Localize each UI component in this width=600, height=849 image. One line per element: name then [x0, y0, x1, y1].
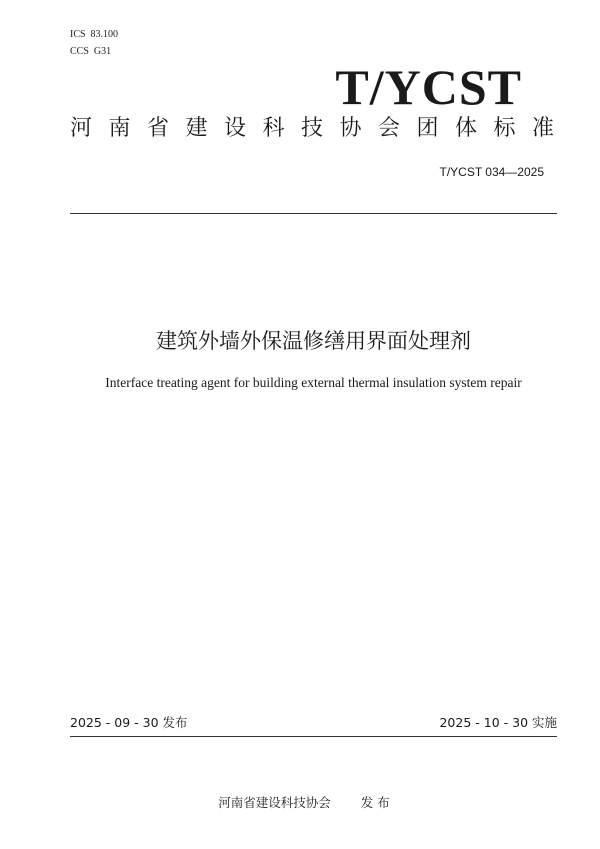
- bottom-divider: [70, 736, 557, 737]
- document-title-chinese: 建筑外墙外保温修缮用界面处理剂: [156, 329, 471, 353]
- implementation-date: 2025 - 10 - 30 实施: [439, 715, 557, 730]
- standard-number: T/YCST 034—2025: [439, 165, 544, 179]
- document-title-english: Interface treating agent for building external thermal insulation system repair: [105, 375, 522, 390]
- publisher-name: 河南省建设科技协会: [218, 795, 331, 810]
- ccs-code: CCS G31: [70, 46, 112, 57]
- issue-date: 2025 - 09 - 30 发布: [70, 715, 188, 730]
- top-divider: [70, 213, 557, 214]
- standard-type-heading: 河南省建设科技协会团体标准: [70, 116, 554, 141]
- standard-brand-code: T/YCST: [335, 59, 522, 115]
- ics-code: ICS 83.100: [70, 29, 119, 40]
- publisher-line: [0, 776, 600, 812]
- publisher-verb: 发 布: [360, 795, 390, 810]
